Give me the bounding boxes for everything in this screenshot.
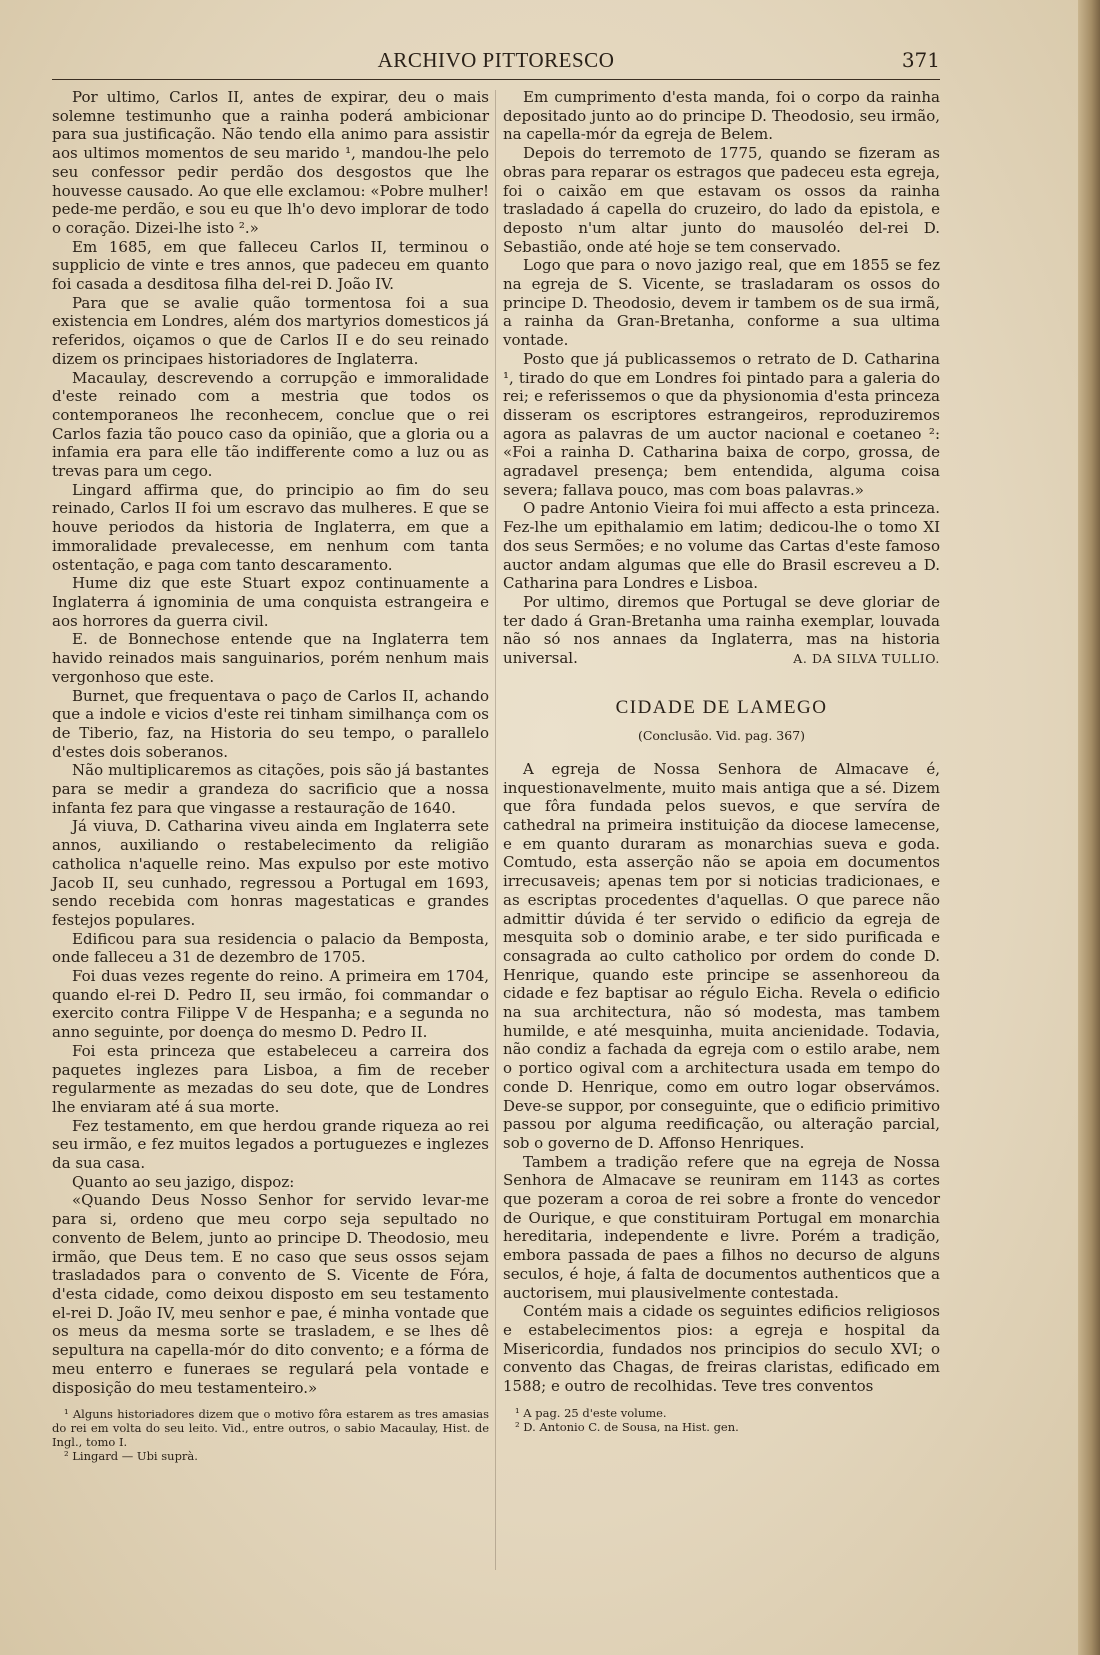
page-number: 371 [901, 48, 940, 72]
paragraph: Já viuva, D. Catharina viveu ainda em Inglaterra sete annos, auxiliando o restabelecimento da religião catholica n'aquelle reino. Mas expulso por este motivo Jacob II, seu cunhado, regressou a Portugal em 1693, sendo recebida com honras magestaticas e grandes festejos populares. [52, 817, 489, 929]
header-rule [52, 79, 940, 80]
paragraph: E. de Bonnechose entende que na Inglaterra tem havido reinados mais sanguinarios, porém nenhum mais vergonhoso que este. [52, 630, 489, 686]
right-footnotes [503, 1406, 940, 1434]
paragraph: Não multiplicaremos as citações, pois são já bastantes para se medir a grandeza do sacrificio que a nossa infanta fez para que vingasse a restauração de 1640. [52, 761, 489, 817]
paragraph: Por ultimo, diremos que Portugal se deve gloriar de ter dado á Gran-Bretanha uma rainha exemplar, louvada não só nos annaes da Inglaterra, mas na historia universal. [503, 592, 940, 668]
right-column [503, 88, 940, 1434]
paragraph: Posto que já publicassemos o retrato de D. Catharina ¹, tirado do que em Londres foi pintado para a galeria do rei; e referissemos o que da physionomia d'esta princeza disseram os escriptores estrangeiros, reproduziremos agora as palavras de um auctor nacional e coetaneo ²: «Foi a rainha D. Catharina baixa de corpo, grossa, de agradavel presença; bem entendida, alguma coisa severa; fallava pouco, mas com boas palavras.» [503, 349, 940, 499]
paragraph: Lingard affirma que, do principio ao fim do seu reinado, Carlos II foi um escravo das mulheres. E que se houve periodos da historia de Inglaterra, em que a immoralidade prevalecesse, em nenhum com tanta ostentação, e paga com tanto descaramento. [52, 480, 489, 574]
paragraph: Depois do terremoto de 1775, quando se fizeram as obras para reparar os estragos que padeceu esta egreja, foi o caixão em que estavam os ossos da rainha trasladado á capella do cruzeiro, do lado da epistola, e deposto n'um altar junto do mausoléo del-rei D. Sebastião, onde até hoje se tem conservado. [503, 144, 940, 256]
paragraph: Por ultimo, Carlos II, antes de expirar, deu o mais solemne testimunho que a rainha poderá ambicionar para sua justificação. Não tendo ella animo para assistir aos ultimos momentos de seu marido ¹, mandou-lhe pelo seu confessor pedir perdão dos desgostos que lhe houvesse causado. Ao que elle exclamou: «Pobre mulher! pede-me perdão, e sou eu que lh'o devo implorar de todo o coração. Dizei-lhe isto ².» [52, 88, 489, 237]
footnote: ¹ A pag. 25 d'este volume. [515, 1405, 667, 1420]
author-signature: A. DA SILVA TULLIO. [793, 650, 940, 666]
book-spine-edge [1078, 0, 1100, 1655]
paragraph: Quanto ao seu jazigo, dispoz: [72, 1172, 295, 1191]
paragraph: Em 1685, em que falleceu Carlos II, terminou o supplicio de vinte e tres annos, que padeceu em quanto foi casada a desditosa filha del-rei D. João IV. [52, 237, 489, 294]
paragraph: Edificou para sua residencia o palacio da Bemposta, onde falleceu a 31 de dezembro de 1705. [52, 929, 489, 967]
paragraph: Burnet, que frequentava o paço de Carlos II, achando que a indole e vicios d'este rei tinham similhança com os de Tiberio, faz, na Historia do seu tempo, o parallelo d'estes dois soberanos. [52, 686, 489, 761]
paragraph: Logo que para o novo jazigo real, que em 1855 se fez na egreja de S. Vicente, se trasladaram os ossos do principe D. Theodosio, devem ir tambem os de sua irmã, a rainha da Gran-Bretanha, conforme a sua ultima vontade. [503, 256, 940, 350]
paragraph: Fez testamento, em que herdou grande riqueza ao rei seu irmão, e fez muitos legados a portuguezes e inglezes da sua casa. [52, 1116, 489, 1173]
paragraph: Tambem a tradição refere que na egreja de Nossa Senhora de Almacave se reuniram em 1143 as cortes que pozeram a coroa de rei sobre a fronte do vencedor de Ourique, e que constituiram Portugal em monarchia hereditaria, independente e livre. Porém a tradição, embora passada de paes a filhos no decurso de alguns seculos, é hoje, á falta de documentos authenticos que a auctorisem, mui plausivelmente contestada. [503, 1152, 940, 1302]
paragraph: A egreja de Nossa Senhora de Almacave é, inquestionavelmente, muito mais antiga que a sé. Dizem que fôra fundada pelos suevos, e que servíra de cathedral na primeira instituição da diocese lamecense, e em quanto duraram as monarchias sueva e goda. Comtudo, esta asserção não se apoia em documentos irrecusaveis; apenas tem por si noticias tradicionaes, e as escriptas procedentes d'aquellas. O que parece não admittir dúvida é ter servido o edificio da egreja de mesquita sob o dominio arabe, e ter sido purificada e consagrada ao culto catholico por ordem do conde D. Henrique, quando este principe se assenhoreou da cidade e fez baptisar ao régulo Eicha. Revela o edificio na sua architectura, não só modesta, mas tambem humilde, e até mesquinha, muita ancienidade. Todavia, não condiz a fachada da egreja com o estilo arabe, nem o portico ogival com a architectura usada em tempo do conde D. Henrique, como em outro logar observámos. Deve-se suppor, por conseguinte, que o edificio primitivo passou por alguma reedificação, ou alteração parcial, sob o governo de D. Affonso Henriques. [503, 759, 940, 1152]
article-subtitle: (Conclusão. Vid. pag. 367) [637, 728, 806, 744]
paragraph: Foi esta princeza que estabeleceu a carreira dos paquetes inglezes para Lisboa, a fim de receber regularmente as mezadas do seu dote, que de Londres lhe enviaram até á sua morte. [52, 1041, 489, 1116]
paragraph: Contém mais a cidade os seguintes edificios religiosos e estabelecimentos pios: a egreja e hospital da Misericordia, fundados nos principios do seculo XVI; o convento das Chagas, de freiras claristas, edificado em 1588; e outro de recolhidas. Teve tres conventos [503, 1302, 940, 1396]
paragraph: Macaulay, descrevendo a corrupção e immoralidade d'este reinado com a mestria que todos os contemporaneos lhe reconhecem, conclue que o rei Carlos fazia tão pouco caso da opinião, que a gloria ou a infamia era para elle tão indifferente como a luz ou as trevas para um cego. [52, 368, 489, 481]
testament-quote: «Quando Deus Nosso Senhor for servido levar-me para si, ordeno que meu corpo seja sepultado no convento de Belem, junto ao principe D. Theodosio, meu irmão, que Deus tem. E no caso que seus ossos sejam trasladados para o convento de S. Vicente de Fóra, d'esta cidade, como deixou disposto em seu testamento el-rei D. João IV, meu senhor e pae, é minha vontade que os meus da mesma sorte se trasladem, e se lhes dê sepultura na capella-mór do dito convento; e a fórma de meu enterro e funeraes se regulará pela vontade e disposição do meu testamenteiro.» [52, 1191, 489, 1397]
left-column [52, 88, 489, 1463]
column-divider [495, 90, 496, 1570]
left-footnotes [52, 1407, 489, 1463]
article-title: CIDADE DE LAMEGO [615, 696, 828, 718]
footnote: ² D. Antonio C. de Sousa, na Hist. gen. [515, 1419, 739, 1434]
footnote: ¹ Alguns historiadores dizem que o motivo fôra estarem as tres amasias do rei em volta do seu leito. Vid., entre outros, o sabio Macaulay, Hist. de Ingl., tomo I. [52, 1407, 489, 1450]
journal-title: ARCHIVO PITTORESCO [377, 48, 615, 72]
footnote: ² Lingard — Ubi suprà. [64, 1449, 198, 1464]
paragraph: Hume diz que este Stuart expoz continuamente a Inglaterra á ignominia de uma conquista estrangeira e aos horrores da guerra civil. [52, 574, 489, 630]
page-header [52, 40, 940, 80]
paragraph: Em cumprimento d'esta manda, foi o corpo da rainha depositado junto ao do principe D. Theodosio, seu irmão, na capella-mór da egreja de Belem. [503, 88, 940, 144]
paragraph: O padre Antonio Vieira foi mui affecto a esta princeza. Fez-lhe um epithalamio em latim; dedicou-lhe o tomo XI dos seus Sermões; e no volume das Cartas d'este famoso auctor andam algumas que elle do Brasil escreveu a D. Catharina para Londres e Lisboa. [503, 499, 940, 593]
paragraph: Para que se avalie quão tormentosa foi a sua existencia em Londres, além dos martyrios domesticos já referidos, oiçamos o que de Carlos II e do seu reinado dizem os principaes historiadores de Inglaterra. [52, 293, 489, 368]
paragraph: Foi duas vezes regente do reino. A primeira em 1704, quando el-rei D. Pedro II, seu irmão, foi commandar o exercito contra Filippe V de Hespanha; e a segunda no anno seguinte, por doença do mesmo D. Pedro II. [52, 967, 489, 1042]
